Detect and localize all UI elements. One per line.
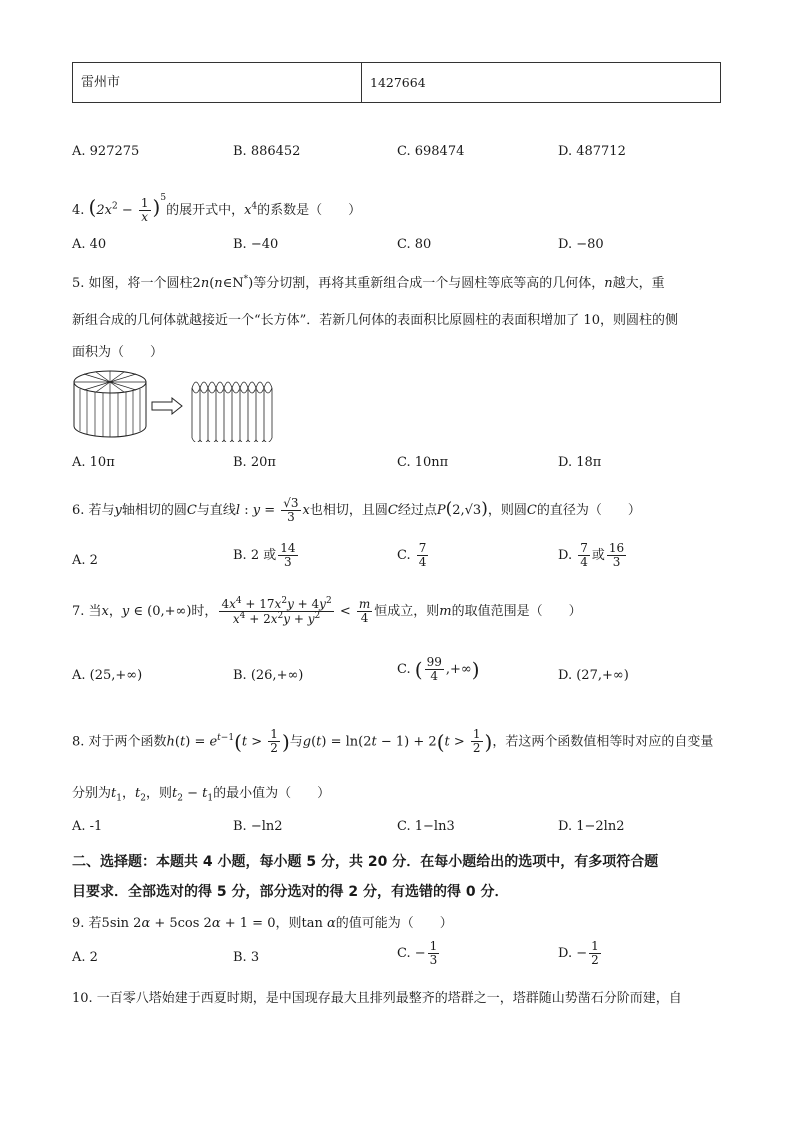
- question-5-line2: 新组合成的几何体就越接近一个“长方体”．若新几何体的表面积比原圆柱的表面积增加了 10，则圆柱的侧: [72, 313, 678, 328]
- q3-option-d: D. 487712: [558, 144, 626, 159]
- q6-text-1: 6. 若与: [72, 503, 115, 518]
- q7-text-4: 恒成立，则: [374, 604, 440, 619]
- arrow-icon: [152, 398, 182, 414]
- q4-text-2: 的系数是（ ）: [257, 203, 362, 218]
- q9-option-c-label: C.: [397, 946, 411, 962]
- question-8-line2: 分别为$t_1$，$t_2$，则$t_2 - t_1$的最小值为（ ）: [72, 786, 331, 804]
- q4-option-a: A. 40: [72, 237, 107, 252]
- q7-option-b: B. (26,+∞): [233, 668, 304, 683]
- q8-text-2: 与: [289, 734, 303, 750]
- table-cell-city: 雷州市: [73, 63, 362, 102]
- q5-text-c: 越大，重: [612, 276, 665, 291]
- q8-text-5: ，则: [145, 786, 172, 801]
- q6-option-d-or: 或: [591, 548, 605, 564]
- cylinder-drawing: [74, 371, 146, 437]
- q8-option-d: D. 1−2ln2: [558, 819, 625, 834]
- q7-text-2: ，: [108, 604, 122, 619]
- q6-option-b-label: B. 2 或: [233, 548, 277, 564]
- q7-option-d: D. (27,+∞): [558, 668, 629, 683]
- q6-text-4: 也相切，且圆: [309, 503, 388, 518]
- prism-drawing: [192, 382, 272, 442]
- q5-text-b: 等分切割，再将其重新组合成一个与圆柱等底等高的几何体，: [253, 276, 605, 291]
- q8-text-6: 的最小值为（ ）: [213, 786, 331, 801]
- q9-option-c: C. − $\frac{1}{3}$: [397, 939, 438, 968]
- q6-option-a: A. 2: [72, 553, 98, 568]
- q5-text-a: 5. 如图，将一个圆柱: [72, 276, 193, 291]
- q3-option-a: A. 927275: [72, 144, 140, 159]
- question-9: 9. 若5sin 2α + 5cos 2α + 1 = 0，则tan α的值可能为（ ）: [72, 916, 453, 931]
- q8-text-3: ，若这两个函数值相等时对应的自变量: [492, 734, 714, 750]
- q7-text-3: 时，: [191, 604, 218, 619]
- q9-text-1: 9. 若: [72, 916, 102, 931]
- q6-text-7: 的直径为（ ）: [536, 503, 641, 518]
- q9-option-d-label: D.: [558, 946, 573, 962]
- q8-option-b: B. −ln2: [233, 819, 283, 834]
- q8-option-a: A. -1: [72, 819, 103, 834]
- q4-text: 的展开式中，: [166, 203, 245, 218]
- q4-option-d: D. −80: [558, 237, 604, 252]
- q6-option-c: C. $\frac{7}{4}$: [397, 541, 427, 570]
- q8-text-4: 分别为: [72, 786, 112, 801]
- q6-option-d: D. $\frac{7}{4}$ 或 $\frac{16}{3}$: [558, 541, 625, 570]
- q5-option-b: B. 20π: [233, 455, 276, 470]
- q5-formula: 2n(n∈N*): [192, 274, 254, 291]
- q6-text-2: 轴相切的圆: [121, 503, 187, 518]
- q5-option-d: D. 18π: [558, 455, 602, 470]
- q7-option-c: C. ( $\frac{99}{4}$ ,+∞): [397, 655, 480, 684]
- section-2-heading-line1: 二、选择题：本题共 4 小题，每小题 5 分，共 20 分．在每小题给出的选项中，有多项符合题: [72, 854, 659, 870]
- q9-text-3: 的值可能为（ ）: [335, 916, 453, 931]
- q4-expression: (: [88, 195, 97, 219]
- q4-option-c: C. 80: [397, 237, 432, 252]
- q7-option-c-label: C.: [397, 662, 411, 678]
- table-cell-value: 1427664: [370, 75, 426, 90]
- q6-option-b: B. 2 或 $\frac{14}{3}$: [233, 541, 296, 570]
- question-7: 7. 当x，y ∈ (0,+∞)时， $\frac{4x^4 + 17x^2y + 4y^2}{x^4 + 2x^2y + y^2}$ < $\frac{m}{4}$ 恒成立，则m的取值范围是（ ）: [72, 595, 582, 626]
- q5-option-c: C. 10nπ: [397, 455, 449, 470]
- q3-option-b: B. 886452: [233, 144, 301, 159]
- q7-text-1: 7. 当: [72, 604, 102, 619]
- question-4: 4. ($2x^2$ − $\frac{1}{x}$ )$^5$的展开式中，$x^4$的系数是（ ）: [72, 193, 362, 224]
- question-5-line3: 面积为（ ）: [72, 345, 164, 360]
- q6-text-6: ，则圆: [487, 503, 527, 518]
- section-2-heading-line2: 目要求．全部选对的得 5 分，部分选对的得 2 分，有选错的得 0 分．: [72, 884, 509, 900]
- q5-option-a: A. 10π: [72, 455, 115, 470]
- q9-option-b: B. 3: [233, 950, 260, 965]
- q4-number: 4.: [72, 203, 85, 218]
- question-6: 6. 若与y轴相切的圆C与直线l : y = $\frac{√3}{3}$ x也相切，且圆C经过点P(2,√3)，则圆C的直径为（ ）: [72, 495, 641, 524]
- q3-option-c: C. 698474: [397, 144, 465, 159]
- q6-text-3: 与直线: [196, 503, 236, 518]
- q4-option-b: B. −40: [233, 237, 279, 252]
- q9-option-a: A. 2: [72, 950, 98, 965]
- cylinder-figure: [72, 368, 278, 442]
- q8-option-c: C. 1−ln3: [397, 819, 455, 834]
- q7-option-a: A. (25,+∞): [72, 668, 143, 683]
- question-8: 8. 对于两个函数$h(t) = e^{t-1}(t$ > $\frac{1}{2}$ )与g(t) = ln(2t − 1) + 2(t > $\frac{1}{2}$ )，若这两个函数值相等时对应的自变量: [72, 727, 714, 756]
- q8-text-1: 8. 对于两个函数: [72, 734, 167, 750]
- data-table-row: [72, 62, 721, 103]
- q7-text-5: 的取值范围是（ ）: [451, 604, 582, 619]
- q6-option-c-label: C.: [397, 548, 411, 564]
- q9-text-2: ，则: [275, 916, 302, 931]
- q6-option-d-label: D.: [558, 548, 573, 564]
- q6-text-5: 经过点: [397, 503, 437, 518]
- q9-option-d: D. − $\frac{1}{2}$: [558, 939, 599, 968]
- question-10-line1: 10. 一百零八塔始建于西夏时期，是中国现存最大且排列最整齐的塔群之一，塔群随山势凿石分阶而建，自: [72, 991, 682, 1006]
- question-5-line1: 5. 如图，将一个圆柱2n(n∈N*)等分切割，再将其重新组合成一个与圆柱等底等高的几何体，n越大，重: [72, 274, 665, 291]
